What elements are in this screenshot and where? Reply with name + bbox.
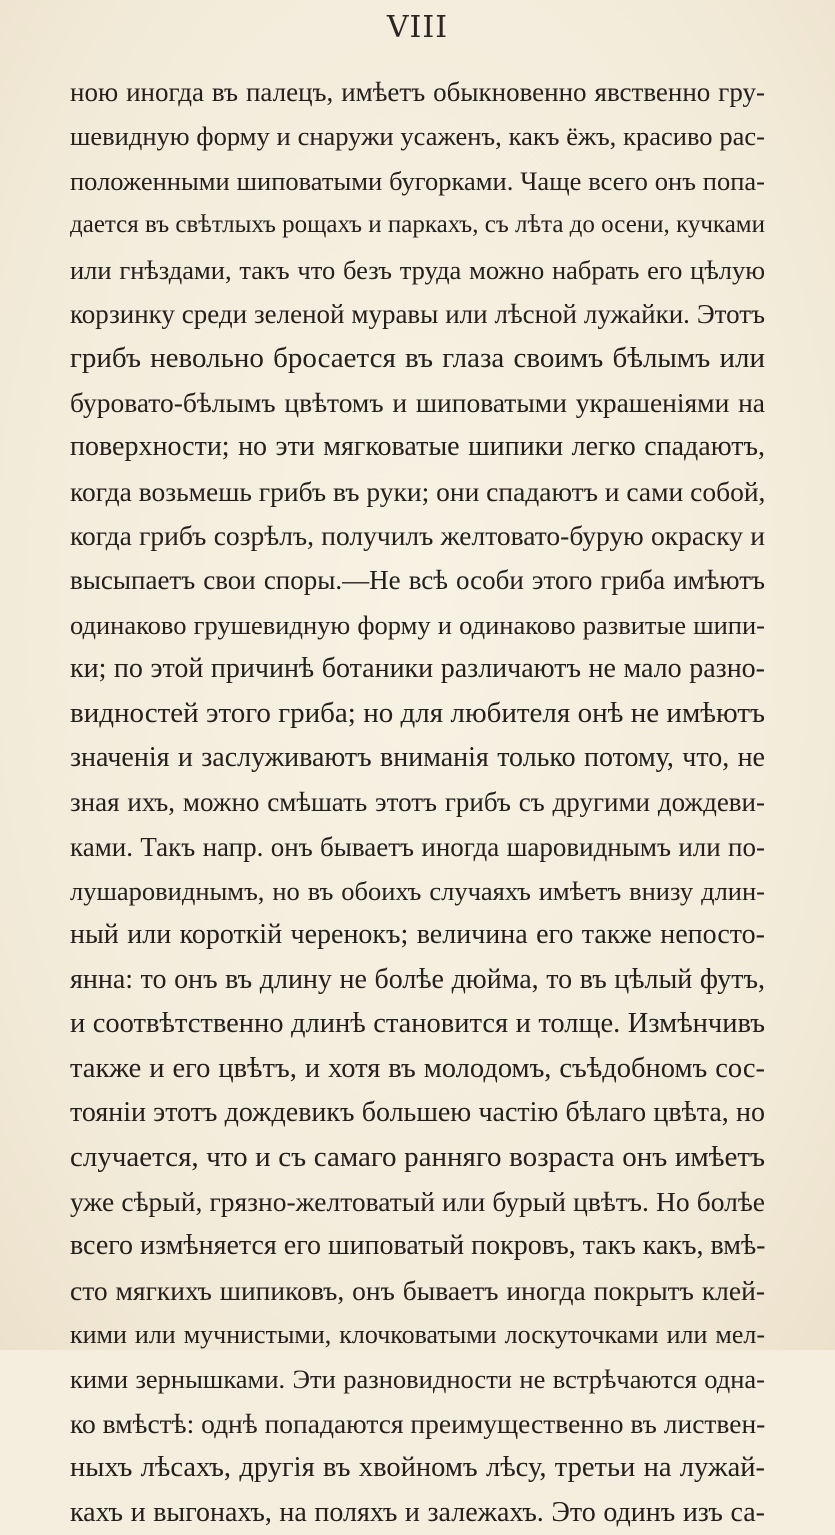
text-line: высыпаетъ свои споры.—Не всѣ особи этого гриба имѣютъ: [70, 565, 765, 596]
text-line: янна: то онъ въ длину не болѣе дюйма, то въ цѣлый футъ,: [70, 963, 765, 995]
text-line: шевидную форму и снаружи усаженъ, какъ ёжъ, красиво рас-: [70, 121, 765, 152]
text-line: буровато-бѣлымъ цвѣтомъ и шиповатыми украшеніями на: [70, 386, 765, 418]
text-line: всего измѣняется его шиповатый покровъ, такъ какъ, вмѣ-: [70, 1230, 765, 1262]
body-text: [70, 70, 765, 1535]
text-line: или гнѣздами, такъ что безъ труда можно набрать его цѣлую: [70, 254, 765, 285]
text-line: видностей этого гриба; но для любителя онѣ не имѣютъ: [70, 697, 765, 730]
text-line: когда возьмешь грибъ въ руки; они спадаютъ и сами собой,: [70, 475, 765, 507]
text-line: тояніи этотъ дождевикъ большею частію бѣлаго цвѣта, но: [70, 1096, 765, 1128]
page-number: VIII: [386, 10, 449, 45]
text-line: лушаровиднымъ, но въ обоихъ случаяхъ имѣетъ внизу длин-: [70, 876, 765, 907]
text-line: дается въ свѣтлыхъ рощахъ и паркахъ, съ лѣта до осени, кучками: [70, 211, 765, 239]
text-line: ный или короткій черенокъ; величина его также непосто-: [70, 919, 765, 951]
text-line: уже сѣрый, грязно-желтоватый или бурый цвѣтъ. Но болѣе: [70, 1185, 765, 1217]
text-line: положенными шиповатыми бугорками. Чаще всего онъ попа-: [70, 165, 765, 196]
text-line: кими зернышками. Эти разновидности не встрѣчаются одна-: [70, 1364, 765, 1395]
text-line: значенія и заслуживаютъ вниманія только потому, что, не: [70, 741, 765, 773]
text-line: корзинку среди зеленой муравы или лѣсной лужайки. Этотъ: [70, 298, 765, 329]
text-line: также и его цвѣтъ, и хотя въ молодомъ, съѣдобномъ сос-: [70, 1052, 765, 1084]
text-line: ко вмѣстѣ: однѣ попадаются преимущественно въ листвен-: [70, 1407, 765, 1439]
text-line: и соотвѣтственно длинѣ становится и толще. Измѣнчивъ: [70, 1008, 765, 1040]
text-line: сто мягкихъ шипиковъ, онъ бываетъ иногда покрытъ клей-: [70, 1274, 765, 1306]
text-line: ки; по этой причинѣ ботаники различаютъ не мало разно-: [70, 653, 765, 685]
text-line: одинаково грушевидную форму и одинаково развитые шипи-: [70, 609, 765, 640]
text-line: кахъ и выгонахъ, на поляхъ и залежахъ. Это одинъ изъ са-: [70, 1496, 765, 1528]
text-line: ныхъ лѣсахъ, другія въ хвойномъ лѣсу, третьи на лужай-: [70, 1452, 765, 1484]
text-line: случается, что и съ самаго ранняго возраста онъ имѣетъ: [70, 1141, 765, 1174]
text-line: ною иногда въ палецъ, имѣетъ обыкновенно явственно гру-: [70, 77, 765, 107]
text-line: ками. Такъ напр. онъ бываетъ иногда шаровиднымъ или по-: [70, 831, 765, 862]
text-line: кими или мучнистыми, клочковатыми лоскуточками или мел-: [70, 1319, 765, 1349]
text-line: зная ихъ, можно смѣшать этотъ грибъ съ другими дождеви-: [70, 787, 765, 818]
text-line: поверхности; но эти мягковатые шипики легко спадаютъ,: [70, 431, 765, 463]
text-line: грибъ невольно бросается въ глаза своимъ бѣлымъ или: [70, 342, 765, 375]
text-line: когда грибъ созрѣлъ, получилъ желтовато-бурую окраску и: [70, 519, 765, 551]
